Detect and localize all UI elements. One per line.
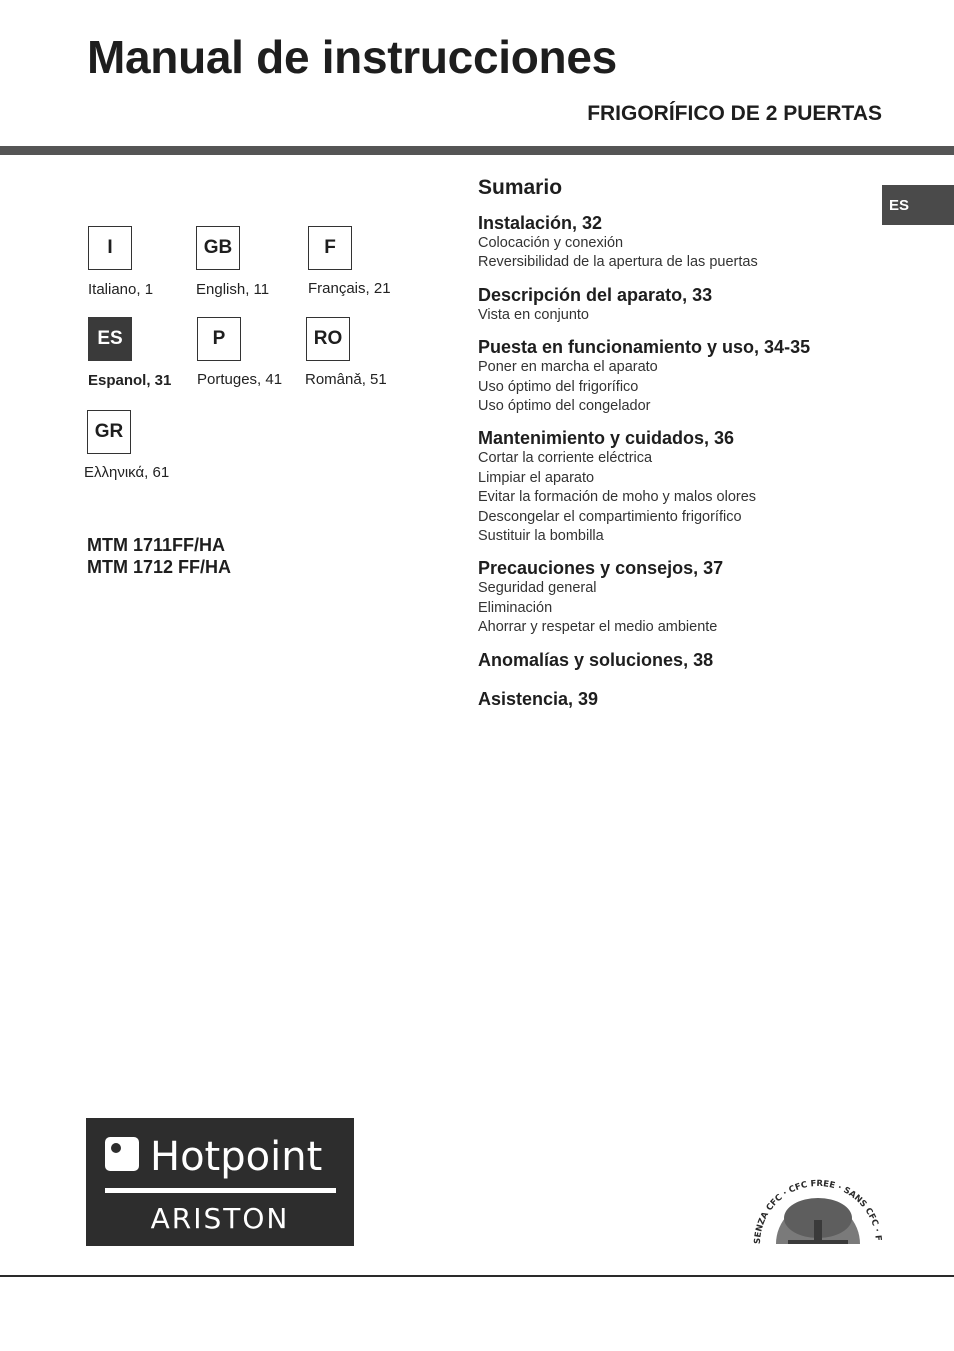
toc-item[interactable]: Eliminación: [478, 599, 553, 616]
toc-item[interactable]: Ahorrar y respetar el medio ambiente: [478, 619, 718, 636]
page-title: Manual de instrucciones: [87, 31, 617, 83]
cfc-badge-text: SENZA CFC · CFC FREE · SANS CFC · F: [752, 1178, 883, 1245]
toc-item[interactable]: Cortar la corriente eléctrica: [478, 450, 653, 467]
toc-heading[interactable]: Anomalías y soluciones, 38: [478, 649, 714, 670]
bottom-divider: [0, 1275, 954, 1277]
hotpoint-ariston-logo: [86, 1118, 354, 1246]
toc-item[interactable]: Uso óptimo del frigorífico: [478, 378, 639, 395]
toc-section-asistencia: [478, 688, 878, 710]
model-number-1: MTM 1711FF/HA: [87, 535, 226, 555]
toc-section-descripcion: [478, 284, 878, 325]
table-of-contents: [478, 176, 878, 721]
model-number-2: MTM 1712 FF/HA: [87, 557, 232, 577]
toc-item[interactable]: Evitar la formación de moho y malos olores: [478, 489, 757, 506]
cfc-free-badge: [748, 1168, 888, 1248]
lang-label-it[interactable]: Italiano, 1: [88, 281, 154, 298]
toc-heading[interactable]: Precauciones y consejos, 37: [478, 558, 724, 579]
toc-section-anomalias: [478, 649, 878, 671]
toc-item[interactable]: Seguridad general: [478, 580, 597, 597]
product-subtitle: FRIGORÍFICO DE 2 PUERTAS: [587, 102, 882, 125]
logo-line-2: ARISTON: [150, 1202, 290, 1235]
lang-box-es[interactable]: ES: [88, 317, 132, 361]
lang-box-gb[interactable]: GB: [196, 226, 240, 270]
toc-heading[interactable]: Asistencia, 39: [478, 688, 599, 709]
toc-item[interactable]: Colocación y conexión: [478, 235, 624, 251]
toc-item[interactable]: Limpiar el aparato: [478, 469, 595, 486]
toc-section-instalacion: [478, 212, 878, 273]
toc-item[interactable]: Poner en marcha el aparato: [478, 359, 658, 376]
lang-box-fr[interactable]: F: [308, 226, 352, 270]
lang-box-gr[interactable]: GR: [87, 410, 131, 454]
toc-item[interactable]: Vista en conjunto: [478, 306, 589, 323]
lang-box-pt[interactable]: P: [197, 317, 241, 361]
lang-box-it[interactable]: I: [88, 226, 132, 270]
toc-heading[interactable]: Puesta en funcionamiento y uso, 34-35: [478, 337, 811, 358]
toc-item[interactable]: Uso óptimo del congelador: [478, 398, 651, 415]
toc-section-mantenimiento: [478, 427, 878, 546]
lang-label-gb[interactable]: English, 11: [196, 281, 270, 298]
toc-heading[interactable]: Descripción del aparato, 33: [478, 284, 713, 305]
toc-item[interactable]: Descongelar el compartimiento frigorífico: [478, 508, 742, 525]
toc-title: Sumario: [478, 176, 563, 199]
toc-section-puesta: [478, 336, 878, 416]
top-divider: [0, 146, 954, 155]
lang-box-ro[interactable]: RO: [306, 317, 350, 361]
toc-item[interactable]: Sustituir la bombilla: [478, 528, 604, 545]
brand-logo-icon: [86, 1118, 354, 1246]
lang-label-fr[interactable]: Français, 21: [308, 280, 391, 297]
lang-label-ro[interactable]: Românǎ, 51: [305, 371, 387, 388]
lang-label-gr[interactable]: Ελληνικά, 61: [84, 464, 170, 481]
toc-section-precauciones: [478, 557, 878, 637]
lang-label-es[interactable]: Espanol, 31: [88, 372, 172, 389]
toc-heading[interactable]: Mantenimiento y cuidados, 36: [478, 428, 735, 449]
toc-heading[interactable]: Instalación, 32: [478, 213, 603, 233]
side-language-tab: ES: [882, 185, 954, 225]
tree-icon: [748, 1168, 888, 1248]
toc-item[interactable]: Reversibilidad de la apertura de las puertas: [478, 254, 758, 271]
logo-line-1: Hotpoint: [150, 1134, 323, 1180]
lang-label-pt[interactable]: Portuges, 41: [197, 371, 283, 388]
